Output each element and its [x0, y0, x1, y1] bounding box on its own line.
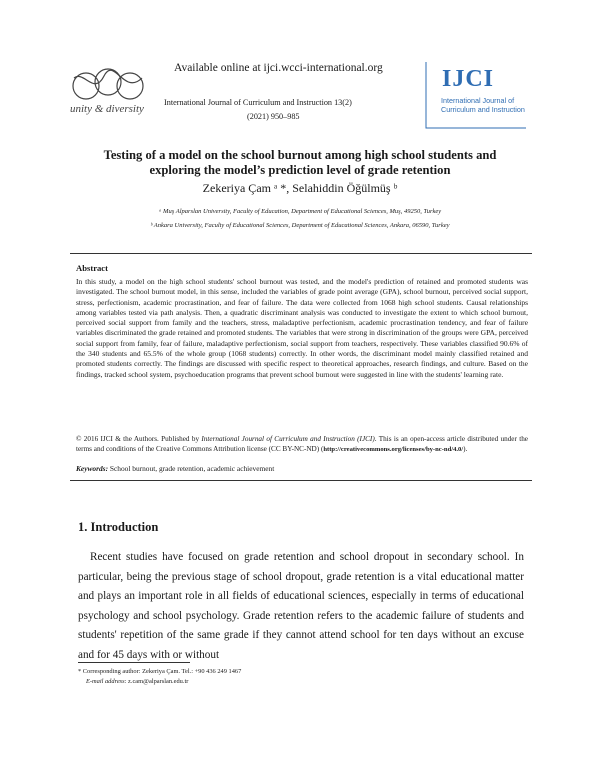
introduction-heading: 1. Introduction — [78, 520, 159, 534]
ijci-sub-line-1: International Journal of — [441, 96, 515, 105]
copyright-notice — [76, 434, 528, 456]
ijci-sub-line-2: Curriculum and Instruction — [441, 105, 525, 114]
abstract-heading: Abstract — [76, 263, 108, 273]
footnote-rule — [78, 662, 190, 663]
email-address[interactable]: : z.cam@alparslan.edu.tr — [124, 678, 189, 685]
ijci-logo-title: IJCI — [442, 66, 495, 92]
abstract-body: In this study, a model on the high school students' school burnout was tested, and the model's prediction of retained and promoted students was investigated. The school burnout model, in this sense, included the variables of grade point average (GPA), school burnout, perceived social support, stress, perfectionism, academic procrastination, and fear of failure. The data were collected from 1068 high school students. Causal relationships among variables tested via path analysis. Then, a quadratic discriminant analysis was conducted to investigate the extent to which school burnout, perceived social support from family and the teachers, stress, maladaptive perfectionism, academic procrastination tendency, and fear of failure variables discriminated the grade retained and promoted students. The variables that were strong in discrimination of the groups were GPA, perceived social support from family, fear of failure, maladaptive perfectionism, social support from teachers, respectively. These variables classified 90.6% of the 340 students and 65.5% of the whole group (1068 students) correctly. In other words, the discriminant model mainly classified retained and promoted students correctly. The findings are discussed with specific respect to theoretical approaches, research findings, and culture. Based on the findings, tracked school system, psychoeducation programs that prevent school burnout were suggested in line with the students' learning rate. — [76, 277, 528, 379]
keywords-label: Keywords: — [76, 464, 109, 473]
copyright-end: ). — [463, 445, 468, 454]
license-link[interactable]: http://creativecommons.org/licenses/by-nc-nd/4.0/ — [323, 446, 464, 454]
unity-diversity-logo — [64, 66, 156, 118]
issue-pages: (2021) 950–985 — [247, 112, 300, 121]
copyright-prefix: © 2016 IJCI & the Authors. Published by — [76, 435, 202, 443]
authors: Zekeriya Çam ᵃ *, Selahiddin Öğülmüş ᵇ — [202, 181, 398, 195]
email-note — [86, 678, 188, 685]
paper-title — [70, 148, 530, 178]
availability-line: Available online at ijci.wcci-international.org — [174, 62, 383, 74]
introduction-body: Recent studies have focused on grade retention and school dropout in secondary school. In particular, being the previous stage of school dropout, grade retention is a vital educational matter and plays an important role in all fields of educational sciences, especially in terms of educational psychology and school psychology. Grade retention refers to the academic failure of students and students' repetition of the same grade if they cannot attend school for ten days without an excuse and for 45 days with or without — [78, 551, 524, 661]
corresponding-author-note: * Corresponding author: Zekeriya Çam. Tel.: +90 436 249 1467 — [78, 668, 242, 675]
affiliation-a: ᵃ Muş Alparslan University, Faculty of Education, Department of Educational Sciences, Muş, 49250, Turkey — [158, 208, 442, 215]
copyright-journal: International Journal of Curriculum and Instruction (IJCI) — [201, 435, 375, 443]
copyright-suffix: . This is an open-access article distributed under the terms and conditions of the Creative Commons Attribution license (CC BY-NC-ND) ( — [76, 435, 528, 454]
affiliation-b: ᵇ Ankara University, Faculty of Educational Sciences, Department of Educational Sciences, Ankara, 06590, Turkey — [150, 222, 450, 229]
email-label: E-mail address — [86, 678, 125, 685]
svg-text:unity & diversity: unity & diversity — [70, 103, 144, 115]
journal-citation: International Journal of Curriculum and Instruction 13(2) — [164, 98, 352, 107]
keywords-line — [76, 464, 528, 473]
abstract-bottom-rule — [70, 480, 532, 481]
keywords-list: School burnout, grade retention, academic achievement — [108, 464, 275, 473]
ijci-logo-subtitle — [441, 96, 525, 114]
title-line-2: exploring the model’s prediction level of grade retention — [149, 163, 451, 177]
title-line-1: Testing of a model on the school burnout among high school students and — [103, 148, 497, 162]
abstract-top-rule — [70, 253, 532, 254]
